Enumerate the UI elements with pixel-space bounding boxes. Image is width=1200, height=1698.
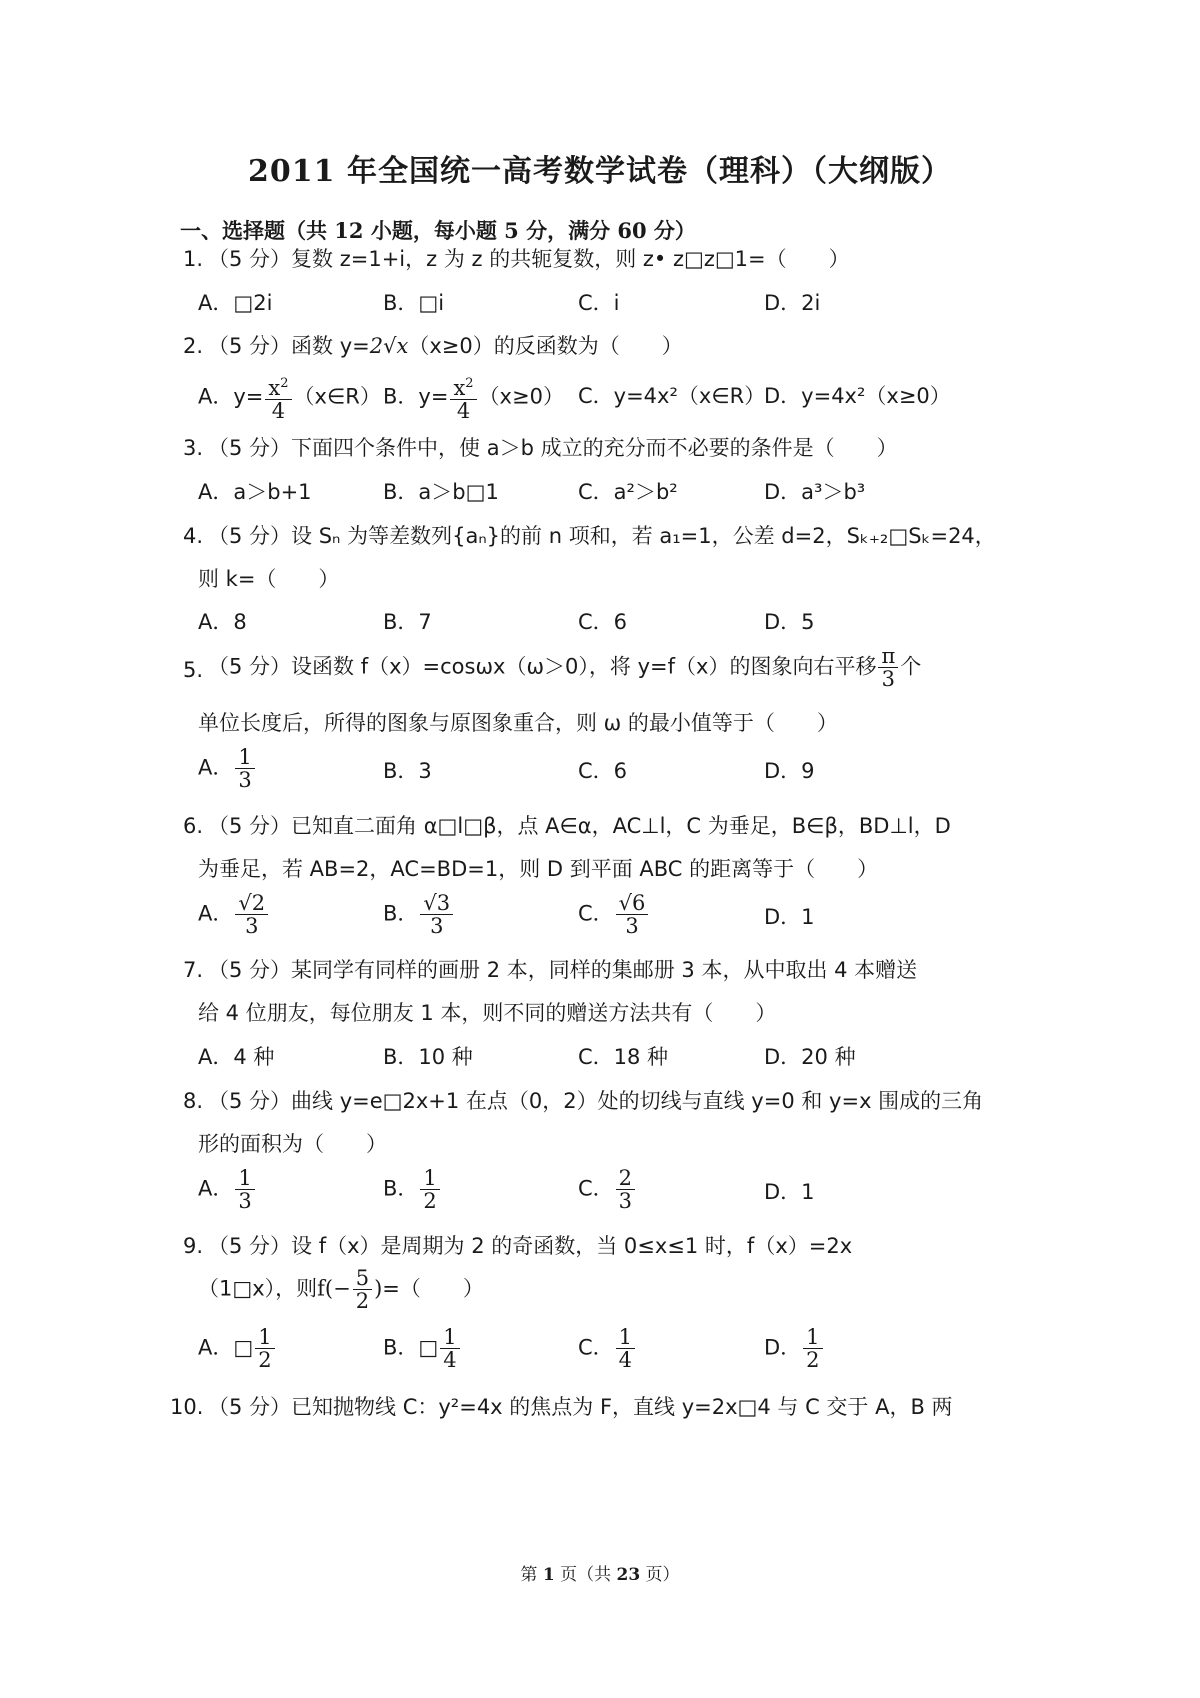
fraction: $\frac{x^2}{4}$ (450, 373, 476, 422)
question-stem-continued: 形的面积为（ ） (198, 1132, 387, 1156)
fraction (255, 1326, 274, 1371)
numerator: √6 (616, 892, 649, 915)
question-number: 7. (183, 958, 204, 982)
fraction (235, 746, 254, 791)
math-expression: f(− (317, 1276, 351, 1301)
option-b (383, 892, 455, 937)
option-a: A．□2i (198, 291, 273, 315)
numerator: 1 (420, 1167, 439, 1190)
denominator: 3 (238, 768, 252, 792)
option-c: C．6 (578, 759, 628, 783)
denominator: 4 (271, 399, 286, 423)
question-stem-continued (198, 1267, 484, 1312)
question-number: 8. (183, 1089, 204, 1113)
option-label: C． (578, 901, 614, 926)
option-c: C．i (578, 291, 620, 315)
question-stem: （5 分）设 Sₙ 为等差数列{aₙ}的前 n 项和，若 a₁=1，公差 d=2，Sₖ₊₂□Sₖ=24， (208, 524, 996, 548)
total-pages: 23 (616, 1565, 641, 1585)
option-label: A．□ (198, 1335, 254, 1360)
question-stem-continued: 单位长度后，所得的图象与原图象重合，则 ω 的最小值等于（ ） (198, 711, 838, 735)
footer-text: 页） (640, 1565, 680, 1585)
question-stem: （5 分）复数 z=1+i，z 为 z 的共轭复数，则 z• z□z□1=（ ） (208, 247, 850, 271)
denominator: 2 (806, 1348, 820, 1372)
option-c: C．18 种 (578, 1045, 669, 1069)
option-d: D．5 (764, 610, 815, 634)
fraction (878, 645, 898, 690)
stem-text: 个 (900, 654, 922, 679)
stem-text: （1□x），则 (198, 1276, 318, 1301)
numerator: x (453, 376, 466, 400)
fraction (440, 1326, 459, 1371)
page-number: 1 (542, 1565, 555, 1585)
fraction (803, 1326, 822, 1371)
option-c (578, 1326, 637, 1371)
option-d: D．1 (764, 905, 815, 929)
option-label: A． (198, 901, 234, 926)
fraction (616, 1326, 635, 1371)
option-c (578, 1167, 637, 1212)
stem-text: （5 分）函数 y= (208, 334, 370, 358)
option-d: D．y=4x²（x≥0） (764, 384, 951, 408)
option-label: B． (383, 901, 419, 926)
question-stem: （5 分）曲线 y=e□2x+1 在点（0，2）处的切线与直线 y=0 和 y=x 围成的三角 (208, 1089, 984, 1113)
question-number: 6. (183, 814, 204, 838)
numerator: 1 (235, 1167, 254, 1190)
option-label: D． (764, 1335, 802, 1360)
option-b: B．□i (383, 291, 445, 315)
math-expression: 2√x (369, 334, 409, 358)
option-c (578, 892, 650, 937)
option-b: B．3 (383, 759, 432, 783)
numerator: √3 (420, 892, 453, 915)
stem-text: （5 分）设函数 f（x）=cosωx（ω＞0），将 y=f（x）的图象向右平移 (208, 654, 877, 679)
option-label: B．□ (383, 1335, 439, 1360)
fraction (353, 1267, 372, 1312)
option-d: D．9 (764, 759, 815, 783)
option-label: A．y= (198, 384, 264, 409)
denominator: 2 (355, 1289, 370, 1313)
option-label: B． (383, 1176, 419, 1201)
numerator: π (878, 645, 898, 668)
question-number: 9. (183, 1234, 204, 1258)
option-label: C． (578, 1176, 614, 1201)
option-d: D．2i (764, 291, 821, 315)
option-a (198, 892, 270, 937)
option-label: C． (578, 1335, 614, 1360)
option-a (198, 1326, 277, 1371)
stem-text: =（ ） (382, 1276, 484, 1301)
page-title: 2011 年全国统一高考数学试卷（理科）（大纲版） (248, 154, 952, 189)
fraction: $\frac{x^2}{4}$ (265, 373, 291, 422)
option-a: A．a＞b+1 (198, 480, 312, 504)
stem-text: （x≥0）的反函数为（ ） (408, 334, 683, 358)
question-stem: （5 分）某同学有同样的画册 2 本，同样的集邮册 3 本，从中取出 4 本赠送 (208, 958, 918, 982)
option-a (198, 746, 257, 791)
question-number: 1. (183, 247, 204, 271)
denominator: 3 (618, 1189, 633, 1213)
option-b: B．7 (383, 610, 432, 634)
footer-text: 第 (520, 1565, 543, 1585)
numerator: x (268, 376, 281, 400)
question-stem-continued: 则 k=（ ） (198, 567, 340, 591)
page-footer (0, 1560, 1200, 1585)
question-number: 10. (170, 1395, 204, 1419)
option-condition: （x∈R） (293, 384, 381, 409)
option-label: A． (198, 1176, 234, 1201)
question-stem: （5 分）下面四个条件中，使 a＞b 成立的充分而不必要的条件是（ ） (208, 436, 898, 460)
question-stem (208, 332, 683, 360)
denominator: 2 (258, 1348, 272, 1372)
fraction (235, 1167, 254, 1212)
math-expression: ) (374, 1276, 383, 1301)
question-stem (208, 645, 921, 690)
fraction (616, 1167, 635, 1212)
question-number: 5. (183, 658, 204, 682)
option-d: D．a³＞b³ (764, 480, 866, 504)
denominator: 3 (238, 1189, 252, 1213)
question-number: 3. (183, 436, 204, 460)
option-condition: （x≥0） (478, 384, 564, 409)
option-b (383, 1167, 442, 1212)
numerator: 1 (440, 1326, 459, 1349)
option-a: A．4 种 (198, 1045, 275, 1069)
question-stem: （5 分）已知直二面角 α□l□β，点 A∈α，AC⊥l，C 为垂足，B∈β，BD⊥l，D (208, 814, 951, 838)
option-b (383, 373, 564, 422)
footer-text: 页（共 (554, 1565, 617, 1585)
numerator: 1 (616, 1326, 635, 1349)
option-label: B．y= (383, 384, 449, 409)
denominator: 3 (430, 914, 444, 938)
denominator: 3 (881, 667, 896, 691)
denominator: 4 (618, 1348, 633, 1372)
fraction (420, 892, 453, 937)
numerator: 5 (353, 1267, 372, 1290)
question-stem: （5 分）设 f（x）是周期为 2 的奇函数，当 0≤x≤1 时，f（x）=2x (208, 1234, 853, 1258)
option-label: A． (198, 755, 234, 780)
question-number: 2. (183, 334, 204, 358)
fraction (235, 892, 268, 937)
denominator: 4 (456, 399, 471, 423)
denominator: 4 (443, 1348, 457, 1372)
numerator: 2 (616, 1167, 635, 1190)
question-stem: （5 分）已知抛物线 C：y²=4x 的焦点为 F，直线 y=2x□4 与 C 交于 A，B 两 (208, 1395, 953, 1419)
question-stem-continued: 为垂足，若 AB=2，AC=BD=1，则 D 到平面 ABC 的距离等于（ ） (198, 857, 879, 881)
option-c: C．6 (578, 610, 628, 634)
denominator: 2 (423, 1189, 437, 1213)
fraction (420, 1167, 439, 1212)
option-c: C．y=4x²（x∈R） (578, 384, 766, 408)
option-d: D．20 种 (764, 1045, 856, 1069)
option-a (198, 1167, 257, 1212)
numerator: 1 (235, 746, 254, 769)
question-number: 4. (183, 524, 204, 548)
denominator: 3 (245, 914, 259, 938)
section-heading: 一、选择题（共 12 小题，每小题 5 分，满分 60 分） (180, 218, 696, 243)
option-b: B．a＞b□1 (383, 480, 499, 504)
option-c: C．a²＞b² (578, 480, 678, 504)
option-d: D．1 (764, 1180, 815, 1204)
denominator: 3 (625, 914, 639, 938)
option-d (764, 1326, 825, 1371)
fraction (616, 892, 649, 937)
option-a: A．8 (198, 610, 247, 634)
option-b: B．10 种 (383, 1045, 473, 1069)
option-a (198, 373, 381, 422)
numerator: 1 (803, 1326, 822, 1349)
numerator: √2 (235, 892, 268, 915)
numerator: 1 (255, 1326, 274, 1349)
question-stem-continued: 给 4 位朋友，每位朋友 1 本，则不同的赠送方法共有（ ） (198, 1001, 777, 1025)
option-b (383, 1326, 462, 1371)
